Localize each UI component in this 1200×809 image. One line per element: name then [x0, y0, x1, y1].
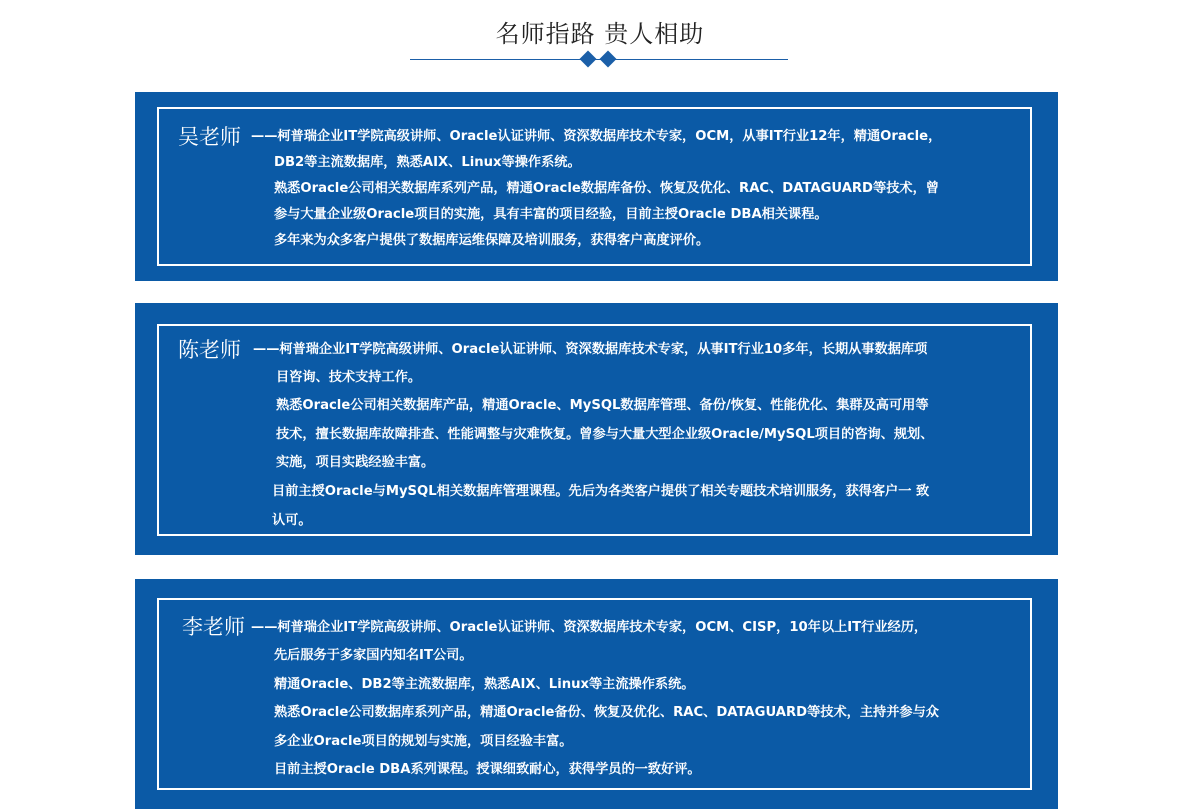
- teacher-name: 李老师: [182, 615, 245, 639]
- teacher-bio-line: 熟悉Oracle公司数据库系列产品，精通Oracle备份、恢复及优化、RAC、DATAGUARD等技术，主持并参与众: [274, 705, 939, 720]
- page-title: 名师指路 贵人相助: [495, 20, 705, 48]
- teacher-bio-line: ——柯普瑞企业IT学院高级讲师、Oracle认证讲师、资深数据库技术专家，从事IT行业10多年，长期从事数据库项: [253, 342, 928, 357]
- teacher-name: 陈老师: [178, 338, 241, 362]
- divider-diamond-right: [600, 51, 617, 68]
- teacher-name: 吴老师: [178, 125, 241, 149]
- teacher-bio-line: 认可。: [272, 513, 312, 528]
- teacher-bio-line: 技术，擅长数据库故障排查、性能调整与灾难恢复。曾参与大量大型企业级Oracle/MySQL项目的咨询、规划、: [276, 427, 934, 442]
- teacher-bio-line: 实施，项目实践经验丰富。: [276, 455, 435, 470]
- teacher-bio-line: 多企业Oracle项目的规划与实施，项目经验丰富。: [274, 734, 573, 749]
- teacher-bio-line: 多年来为众多客户提供了数据库运维保障及培训服务，获得客户高度评价。: [274, 233, 710, 248]
- teacher-bio-line: ——柯普瑞企业IT学院高级讲师、Oracle认证讲师、资深数据库技术专家，OCM、CISP，10年以上IT行业经历，: [251, 620, 928, 635]
- teacher-bio-line: 熟悉Oracle公司相关数据库产品，精通Oracle、MySQL数据库管理、备份/恢复、性能优化、集群及高可用等: [276, 398, 929, 413]
- teacher-bio-line: 先后服务于多家国内知名IT公司。: [274, 648, 473, 663]
- teacher-card-wu: [135, 92, 1058, 281]
- teacher-bio-line: 精通Oracle、DB2等主流数据库，熟悉AIX、Linux等主流操作系统。: [274, 677, 695, 692]
- teacher-card-chen: [135, 303, 1058, 555]
- teacher-bio-line: 熟悉Oracle公司相关数据库系列产品，精通Oracle数据库备份、恢复及优化、RAC、DATAGUARD等技术，曾: [274, 181, 939, 196]
- teacher-bio-line: DB2等主流数据库，熟悉AIX、Linux等操作系统。: [274, 155, 581, 170]
- teacher-bio-line: 目前主授Oracle与MySQL相关数据库管理课程。先后为各类客户提供了相关专题技术培训服务，获得客户一 致: [272, 484, 930, 499]
- teacher-bio-line: ——柯普瑞企业IT学院高级讲师、Oracle认证讲师、资深数据库技术专家，OCM，从事IT行业12年，精通Oracle，: [251, 129, 942, 144]
- teacher-bio-line: 参与大量企业级Oracle项目的实施，具有丰富的项目经验，目前主授Oracle DBA相关课程。: [274, 207, 828, 222]
- teacher-bio-line: 目咨询、技术支持工作。: [276, 370, 422, 385]
- teacher-card-li: [135, 579, 1058, 809]
- divider-diamond-left: [580, 51, 597, 68]
- teacher-bio-line: 目前主授Oracle DBA系列课程。授课细致耐心，获得学员的一致好评。: [274, 762, 701, 777]
